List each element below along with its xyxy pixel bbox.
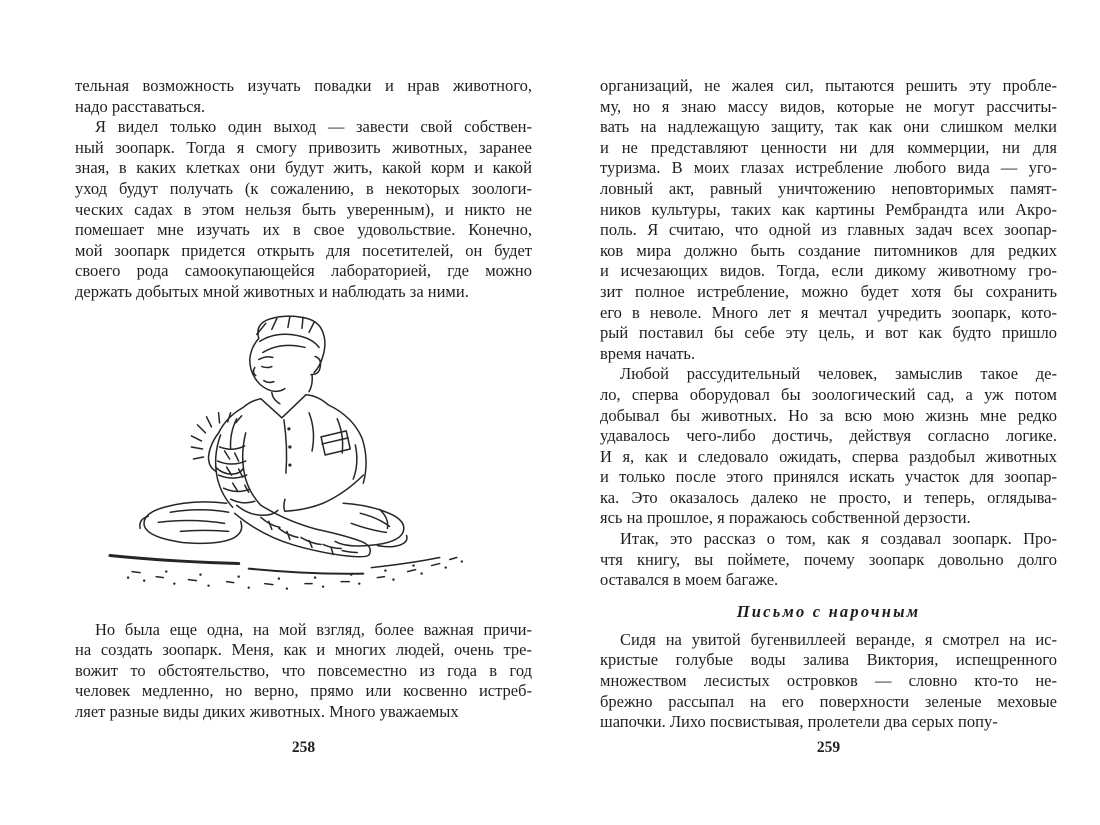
text-line: ков мира должно быть создание питомников для редких: [600, 240, 1057, 260]
text-line: организаций, не жалея сил, пытаются решить эту пробле-: [600, 76, 1057, 95]
text-line: уход будут получать (к сожалению, в некоторых зоологи-: [75, 178, 532, 198]
page-number-right: 259: [816, 739, 841, 756]
text-line: и только после этого принялся искать участок для зоопар-: [600, 467, 1057, 487]
text-line: надо расставаться.: [75, 96, 206, 116]
text-line: И я, как и следовало ожидать, сперва раздобыл животных: [600, 446, 1057, 466]
text-line: вожит то обстоятельство, что повсеместно из года в год: [75, 660, 532, 680]
text-line: Любой рассудительный человек, замыслив такое де-: [620, 364, 1057, 384]
boy-right-arm: [236, 475, 363, 515]
paragraph: [75, 117, 532, 302]
paragraph: [600, 364, 1057, 529]
ground-shading: [110, 555, 463, 589]
paragraph: [75, 76, 532, 117]
paragraph: [600, 529, 1057, 591]
text-line: кристые голубые воды залива Виктория, испещренного: [600, 650, 1057, 670]
text-line: оставался в моем багаже.: [600, 570, 779, 590]
text-line: держать добытых мной животных и наблюдать за ними.: [75, 281, 469, 301]
page-number-left: 258: [291, 739, 316, 756]
text-line: удавалось чего-либо достичь, действуя согласно логике.: [600, 426, 1057, 446]
page-left-text-column: [75, 76, 532, 723]
boy-legs: [139, 501, 406, 546]
text-line: поль. Я считаю, что одной из главных задач всех зоопар-: [600, 220, 1057, 240]
paragraph: [600, 630, 1057, 733]
boy-torso: [218, 374, 366, 483]
text-line: и исчезающих видов. Тогда, если дикому животному гро-: [600, 261, 1057, 281]
page-right: [550, 0, 1100, 825]
text-line: ников культуры, таких как картины Рембрандта или Акро-: [600, 199, 1057, 219]
pangolin-upper-body: [215, 432, 260, 506]
text-line: человек медленно, но верно, прямо или косвенно истреб-: [75, 681, 532, 701]
text-line: помешает мне изучать их в свое удовольствие. Конечно,: [75, 220, 532, 240]
text-line: зит полное истребление, можно будет хотя бы сохранить: [600, 281, 1057, 301]
text-line: время начать.: [600, 343, 696, 363]
text-line: ло, сперва оборудовал бы зоологический сад, а уж потом: [600, 384, 1057, 404]
text-line: на создать зоопарк. Меня, как и многих людей, очень тре-: [75, 640, 532, 660]
text-line: добывал бы животных. Но за всю мою жизнь мне редко: [600, 405, 1057, 425]
chapter-heading: Письмо с нарочным: [736, 601, 921, 621]
text-line: тельная возможность изучать повадки и нрав животного,: [75, 76, 532, 95]
text-line: му, но я знаю массу видов, которые не могут рассчиты-: [600, 96, 1057, 116]
text-line: Сидя на увитой бугенвиллеей веранде, я смотрел на ис-: [620, 629, 1057, 649]
text-line: множеством лесистых островков — словно кто-то не-: [600, 671, 1057, 691]
paragraph: [75, 620, 532, 723]
text-line: вать на надлежащую защиту, так как они слишком мелки: [600, 117, 1057, 137]
text-line: брежно рассыпал на его поверхности зеленые меховые: [600, 691, 1057, 711]
text-line: ясь на прошлое, я поражаюсь собственной дерзости.: [600, 508, 971, 528]
text-line: Итак, это рассказ о том, как я создавал зоопарк. Про-: [620, 529, 1057, 549]
text-line: своего рода самоокупающейся лабораторией, где можно: [75, 261, 532, 281]
text-line: ческих садах в этом нельзя быть уверенным), и никто не: [75, 199, 532, 219]
text-line: Я видел только один выход — завести свой собствен-: [95, 117, 532, 137]
text-line: туризма. В моих глазах истребление любого вида — уго-: [600, 158, 1057, 178]
boy-head: [249, 316, 324, 391]
text-line: чтя книгу, вы поймете, почему зоопарк довольно долго: [600, 549, 1057, 569]
text-line: Но была еще одна, на мой взгляд, более важная причи-: [95, 619, 532, 639]
text-line: мой зоопарк придется открыть для посетителей, он будет: [75, 240, 532, 260]
text-line: ка. Это оказалось далеко не просто, и теперь, оглядыва-: [600, 487, 1057, 507]
text-line: ляет разные виды диких животных. Много уважаемых: [75, 701, 459, 721]
pangolin-tail: [234, 505, 370, 557]
text-line: зная, в каких клетках они будут жить, какой корм и какой: [75, 158, 532, 178]
text-line: и не представляют ценности ни для коммерции, ни для: [600, 137, 1057, 157]
boy-with-pangolin-drawing: [108, 314, 500, 596]
text-line: ловный акт, равный уничтожению неповторимых памят-: [600, 178, 1057, 198]
boy-with-pangolin-illustration: [75, 307, 532, 603]
text-line: рый поставил бы себе эту цель, и вот как будто пришло: [600, 323, 1057, 343]
paragraph: [600, 76, 1057, 364]
page-right-text-column: [600, 76, 1057, 733]
text-line: его в неволе. Много лет я мечтал учредить зоопарк, кото-: [600, 302, 1057, 322]
text-line: шапочки. Лихо посвистывая, пролетели два серых попу-: [600, 712, 998, 732]
text-line: ный зоопарк. Тогда я смогу привозить животных, заранее: [75, 137, 532, 157]
